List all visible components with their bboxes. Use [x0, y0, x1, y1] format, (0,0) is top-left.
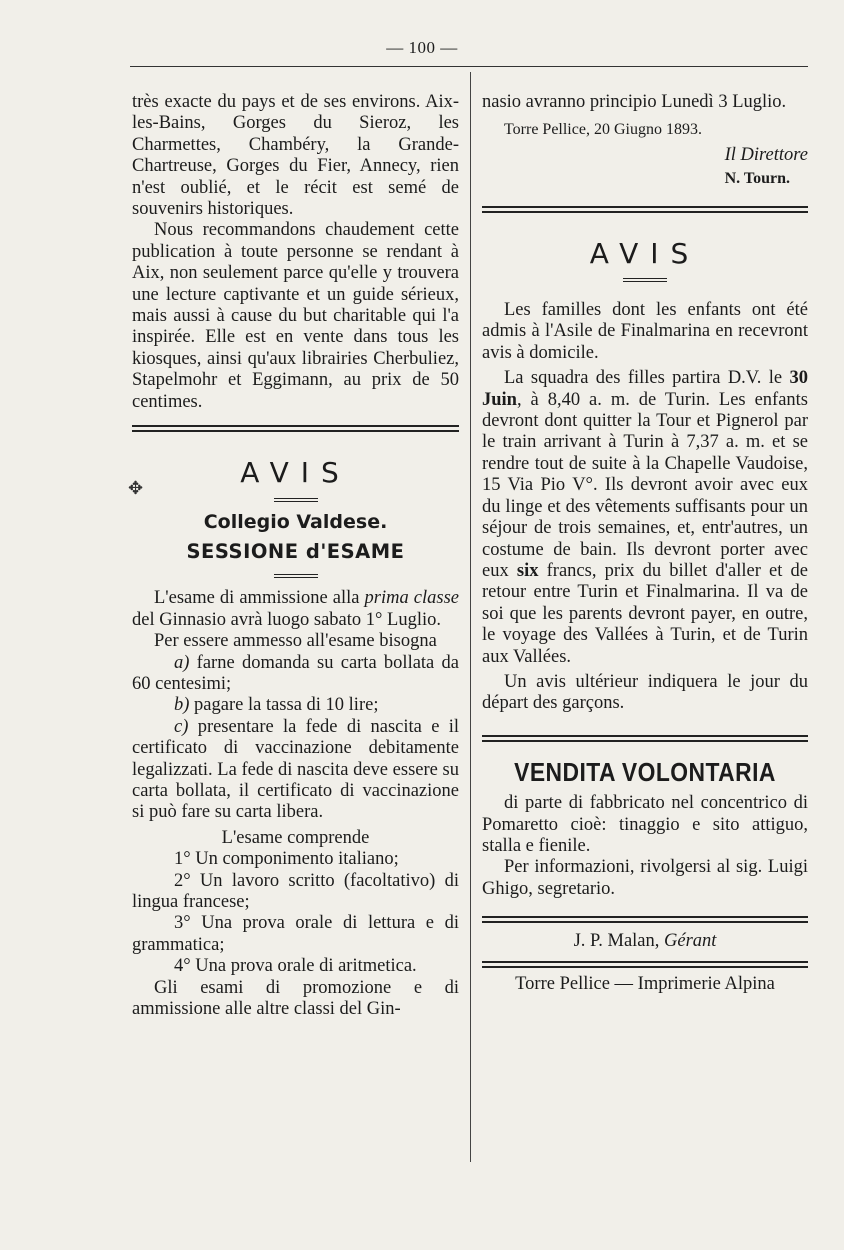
section-divider [482, 206, 808, 213]
avis-heading: AVIS [589, 236, 701, 270]
exam-item: 4° Una prova orale di aritmetica. [174, 956, 417, 977]
avis-paragraph: Un avis ultérieur indiquera le jour du départ des garçons. [482, 671, 808, 714]
intro-paragraph: Nous recommandons chaudement cette publication à toute personne se rendant à Aix, non seulement parce qu'elle y trouvera une lecture captivante et un guide sérieux, mais aussi à cause du but charitable qui l'a inspirée. Elle est en vente dans tous les kiosques, ainsi qu'aux librairies Cherbuliez, Stapelmohr et Eggimann, au prix de 50 centimes. [132, 220, 459, 412]
left-column [132, 92, 459, 1020]
exam-item: 3° Una prova orale di lettura e di grammatica; [132, 913, 459, 955]
requirement-b: b) pagare la tassa di 10 lire; [174, 695, 379, 716]
requirement-c: c) presentare la fede di nascita e il certificato di vaccinazione debitamente legalizzati. La fede di nascita deve essere su carta bollata, il certificato di vaccinazione si può fare su carta libera. [132, 716, 459, 823]
signature: N. Tourn. [724, 170, 790, 188]
ammesso-paragraph: Per essere ammesso all'esame bisogna [154, 631, 437, 652]
short-divider [274, 498, 318, 502]
section-divider [482, 961, 808, 968]
sessione-title: SESSIONE d'ESAME [186, 539, 405, 563]
avis-paragraph: Les familles dont les enfants ont été admis à l'Asile de Finalmarina en recevront avis à domicile. [482, 300, 808, 363]
comprende-heading: L'esame comprende [221, 827, 370, 848]
esame-intro: L'esame di ammissione alla prima classe del Ginnasio avrà luogo sabato 1° Luglio. [132, 588, 459, 630]
intro-paragraph: très exacte du pays et de ses environs. Aix-les-Bains, Gorges du Sieroz, les Charmettes, Chambéry, la Grande-Chartreuse, Gorges du Fier, Annecy, rien n'est oublié, et le récit est semé de souvenirs historiques. [132, 92, 459, 220]
avis-paragraph: La squadra des filles partira D.V. le 30 Juin, à 8,40 a. m. de Turin. Les enfants devront dont quitter la Tour et Pignerol par le train arrivant à Turin à 7,37 a. m. et se rendre tout de suite à la Chapelle Vaudoise, 15 Via Pio V°. Ils devront avoir avec eux du linge et des vêtements suffisants pour un séjour de trois semaines, et, entr'autres, un costume de bain. Ils devront porter avec eux six francs, prix du billet d'aller et de retour entre Turin et Finalmarina. Il va de soi que les parents devront payer, en outre, le voyage des Vallées à Turin, et de Turin aux Vallées. [482, 368, 808, 667]
section-divider [132, 425, 459, 432]
column-divider [470, 72, 471, 1162]
section-divider [482, 916, 808, 923]
direttore-title: Il Direttore [724, 144, 808, 165]
vendita-paragraph: di parte di fabbricato nel concentrico di Pomaretto cioè: tinaggio e sito attiguo, stalla e fienile. [482, 793, 808, 856]
collegio-title: Collegio Valdese. [203, 510, 388, 533]
place-date: Torre Pellice, 20 Giugno 1893. [504, 121, 702, 139]
ornament-icon: ✥ [128, 478, 144, 498]
gerant-line: J. P. Malan, Gérant [573, 931, 717, 952]
closing-paragraph: Gli esami di promozione e di ammissione alle altre classi del Gin- [132, 977, 459, 1020]
avis-heading: AVIS [240, 456, 351, 490]
short-divider [274, 574, 318, 578]
section-divider [482, 735, 808, 742]
page-number: — 100 — [386, 38, 458, 57]
header-rule [130, 66, 808, 67]
exam-item: 1° Un componimento italiano; [174, 849, 399, 870]
exam-item: 2° Un lavoro scritto (facoltativo) di lingua francese; [132, 870, 459, 912]
right-column [482, 92, 808, 995]
vendita-paragraph: Per informazioni, rivolgersi al sig. Luigi Ghigo, segretario. [482, 857, 808, 899]
continuation-paragraph: nasio avranno principio Lunedì 3 Luglio. [482, 92, 787, 112]
imprint: Torre Pellice — Imprimerie Alpina [515, 973, 775, 994]
short-divider [623, 278, 667, 282]
requirement-a: a) farne domanda su carta bollata da 60 centesimi; [132, 652, 459, 694]
vendita-heading: VENDITA VOLONTARIA [514, 756, 776, 787]
